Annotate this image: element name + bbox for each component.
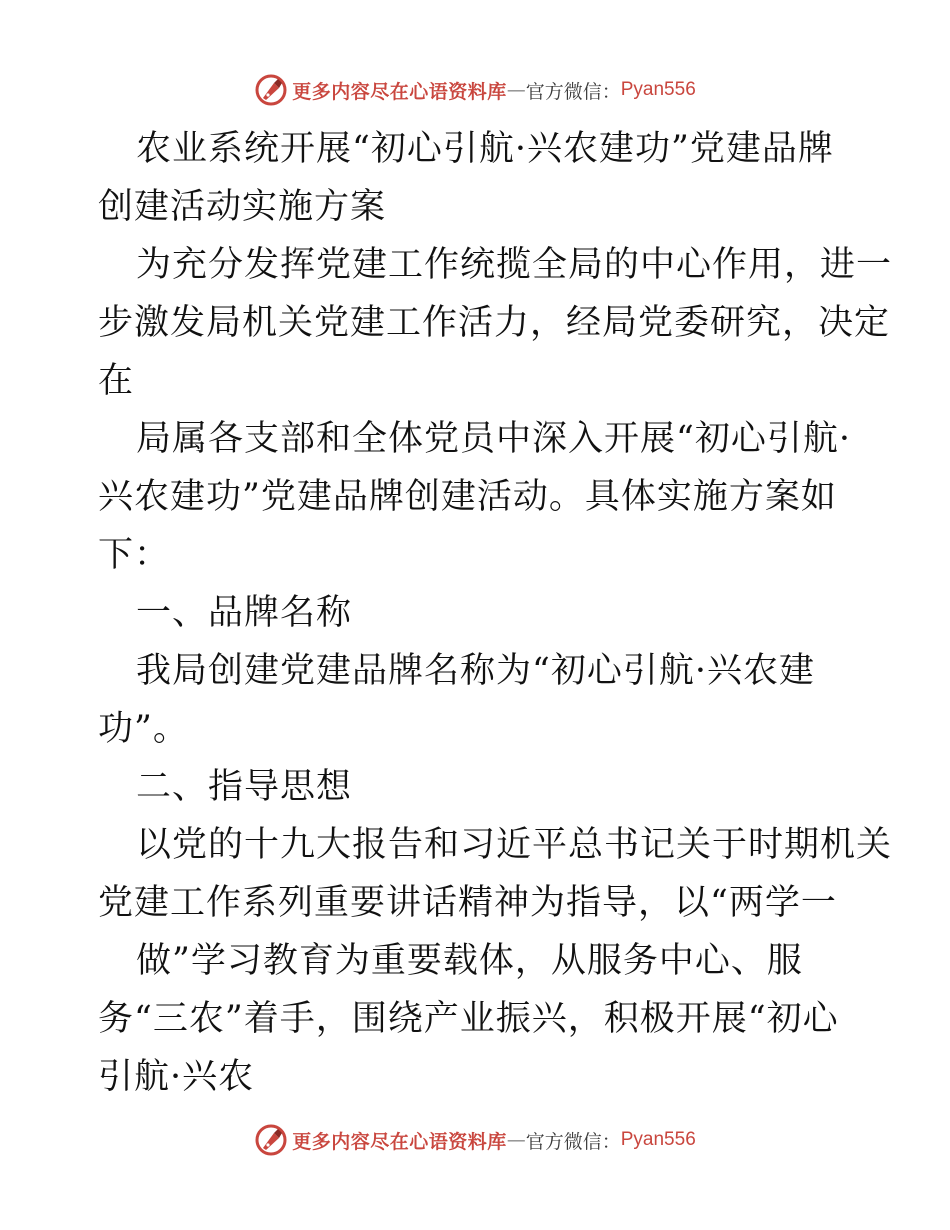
section-heading-guiding-ideology: 二、指导思想	[136, 767, 353, 807]
doc-text-line: 为充分发挥党建工作统揽全局的中心作用，进一	[136, 245, 893, 285]
pen-nib-logo-icon	[254, 73, 288, 107]
doc-text-line: 我局创建党建品牌名称为“初心引航·兴农建	[136, 651, 816, 691]
doc-text-line: 下：	[98, 535, 171, 575]
doc-text-line: 党建工作系列重要讲话精神为指导，以“两学一	[98, 883, 837, 923]
header-watermark-banner	[0, 68, 950, 112]
promo-text: 更多内容尽在心语资料库	[292, 1130, 507, 1153]
doc-text-line: 功”。	[98, 709, 189, 749]
separator-dash: —	[506, 1129, 526, 1151]
doc-text-line: 局属各支部和全体党员中深入开展“初心引航·	[136, 419, 852, 459]
doc-text-line: 引航·兴农	[98, 1057, 255, 1097]
document-body	[98, 120, 893, 1106]
doc-text-line: 以党的十九大报告和习近平总书记关于时期机关	[136, 825, 893, 865]
pen-nib-logo-icon	[254, 1123, 288, 1157]
doc-text-line: 务“三农”着手，围绕产业振兴，积极开展“初心	[98, 999, 839, 1039]
separator-dash: —	[506, 79, 526, 101]
wechat-id: Pyan556	[620, 79, 696, 100]
doc-text-line: 在	[98, 361, 135, 401]
section-heading-brand-name: 一、品牌名称	[136, 593, 353, 633]
wechat-id: Pyan556	[620, 1129, 696, 1150]
doc-text-line: 兴农建功”党建品牌创建活动。具体实施方案如	[98, 477, 837, 517]
doc-text-line: 步激发局机关党建工作活力，经局党委研究，决定	[98, 303, 891, 343]
wechat-label: 官方微信：	[525, 80, 621, 103]
footer-watermark-banner	[0, 1118, 950, 1162]
promo-text: 更多内容尽在心语资料库	[292, 80, 507, 103]
doc-text-line: 做”学习教育为重要载体，从服务中心、服	[136, 941, 803, 981]
doc-title-line-1: 农业系统开展“初心引航·兴农建功”党建品牌	[136, 129, 834, 169]
wechat-label: 官方微信：	[525, 1130, 621, 1153]
doc-title-line-2: 创建活动实施方案	[98, 187, 387, 227]
